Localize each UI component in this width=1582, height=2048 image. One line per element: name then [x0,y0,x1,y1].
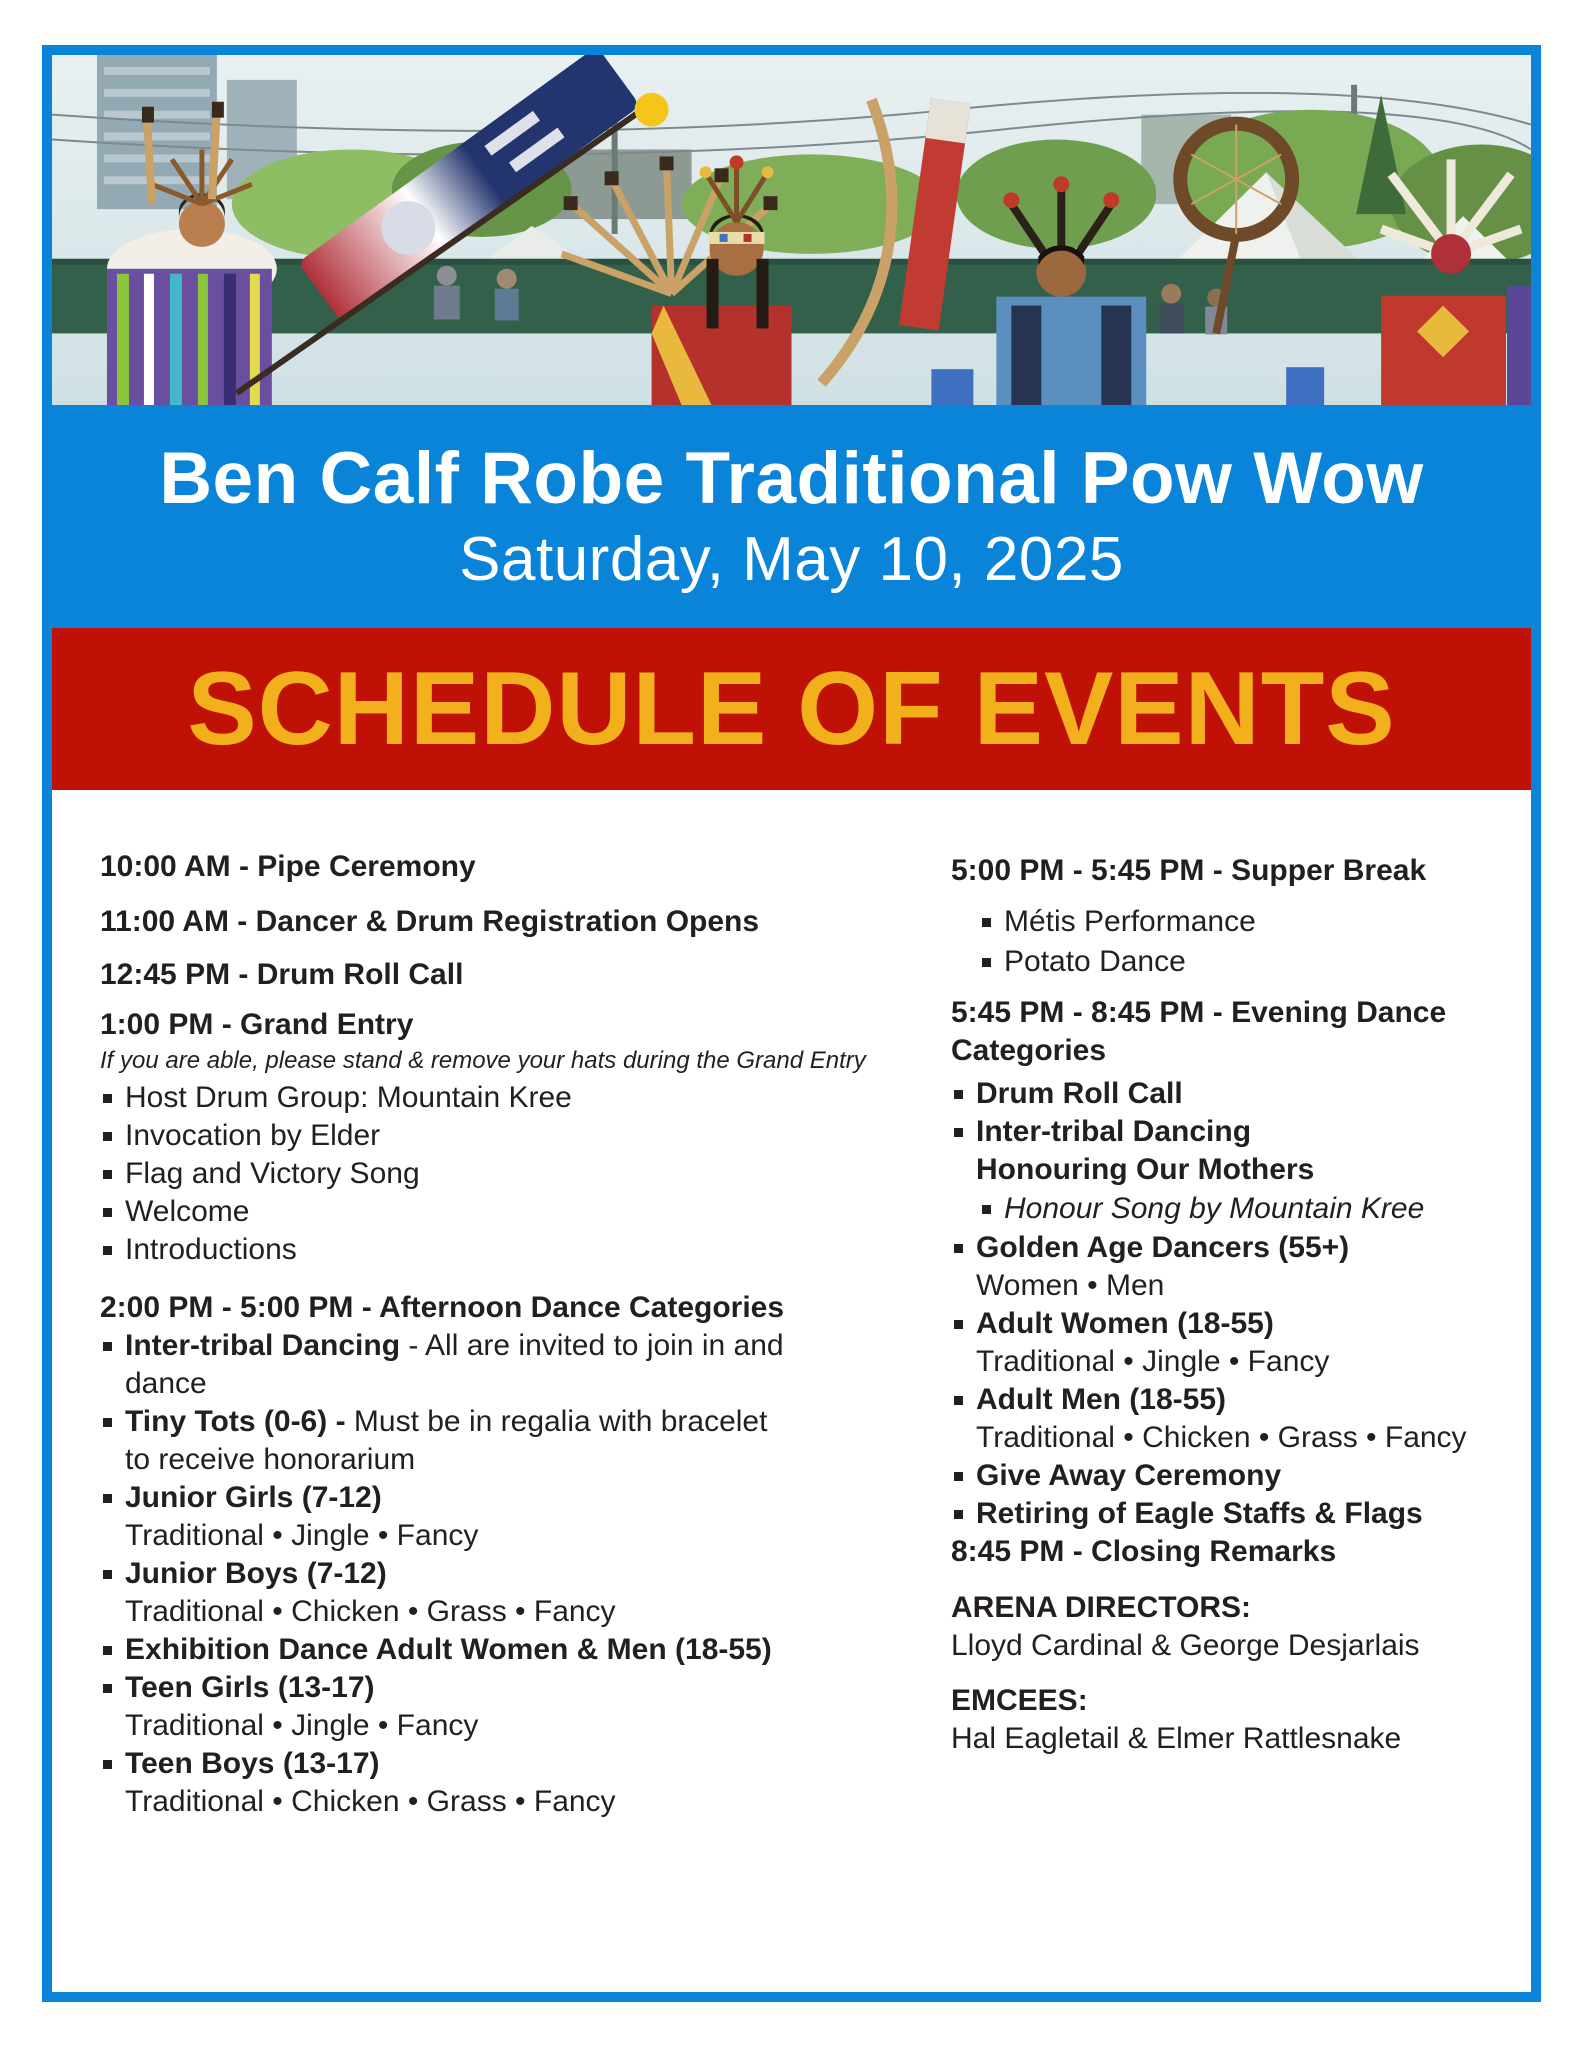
bullet-square-icon [103,1570,112,1579]
event-grand-entry: 1:00 PM - Grand Entry [100,1008,414,1041]
title-banner [52,405,1531,628]
poster-title: Ben Calf Robe Traditional Pow Wow [159,437,1424,519]
flag-pompom [635,93,669,127]
event-afternoon-dance: 2:00 PM - 5:00 PM - Afternoon Dance Categories [100,1291,785,1324]
list-item: Retiring of Eagle Staffs & Flags [951,1495,1517,1533]
poster-frame [42,45,1541,2002]
bullet-square-icon [103,1760,112,1769]
list-item: Exhibition Dance Adult Women & Men (18-55) [100,1631,800,1669]
arena-directors-heading: ARENA DIRECTORS: [951,1591,1252,1624]
schedule-banner-text: SCHEDULE OF EVENTS [187,650,1396,767]
bullet-square-icon [982,1205,991,1214]
pow-wow-photo [52,55,1531,405]
list-item: Adult Women (18-55) Traditional • Jingle • Fancy [951,1305,1517,1381]
pow-wow-photo-illustration [52,55,1531,405]
bullet-square-icon [103,1094,112,1103]
event-pipe-ceremony: 10:00 AM - Pipe Ceremony [100,850,476,883]
bullet-square-icon [982,918,991,927]
list-item: Give Away Ceremony [951,1457,1517,1495]
list-item: Introductions [100,1231,800,1269]
event-supper-break: 5:00 PM - 5:45 PM - Supper Break [951,854,1427,887]
grand-entry-note: If you are able, please stand & remove your hats during the Grand Entry [100,1047,866,1074]
list-item: Teen Boys (13-17) Traditional • Chicken • Grass • Fancy [100,1745,800,1821]
left-column [100,790,866,1821]
bullet-square-icon [954,1396,963,1405]
bullet-square-icon [954,1244,963,1253]
bullet-square-icon [954,1090,963,1099]
event-closing-remarks: 8:45 PM - Closing Remarks [951,1535,1337,1568]
list-item: Adult Men (18-55) Traditional • Chicken • Grass • Fancy [951,1381,1517,1457]
list-item: Potato Dance [951,942,1517,982]
list-item: Junior Boys (7-12) Traditional • Chicken • Grass • Fancy [100,1555,800,1631]
bullet-square-icon [954,1128,963,1137]
list-item: Inter-tribal Dancing - All are invited to join in and dance [100,1327,800,1403]
list-item: Welcome [100,1193,800,1231]
event-evening-dance: 5:45 PM - 8:45 PM - Evening Dance Categories [951,996,1447,1067]
list-item: Host Drum Group: Mountain Kree [100,1079,800,1117]
emcees-heading: EMCEES: [951,1684,1088,1717]
list-item: Golden Age Dancers (55+) Women • Men [951,1229,1517,1305]
bullet-square-icon [103,1494,112,1503]
bullet-square-icon [103,1132,112,1141]
bullet-square-icon [103,1342,112,1351]
bullet-square-icon [103,1170,112,1179]
schedule-content [52,790,1531,1992]
list-item: Drum Roll Call [951,1075,1517,1113]
list-item: Flag and Victory Song [100,1155,800,1193]
bullet-square-icon [954,1320,963,1329]
list-item: Teen Girls (13-17) Traditional • Jingle • Fancy [100,1669,800,1745]
list-item: Junior Girls (7-12) Traditional • Jingle • Fancy [100,1479,800,1555]
bullet-square-icon [982,958,991,967]
bullet-square-icon [954,1510,963,1519]
emcees-names: Hal Eagletail & Elmer Rattlesnake [951,1722,1402,1755]
arena-directors-names: Lloyd Cardinal & George Desjarlais [951,1629,1420,1662]
bullet-square-icon [103,1684,112,1693]
poster-date: Saturday, May 10, 2025 [459,524,1124,594]
bullet-square-icon [103,1246,112,1255]
list-item: Tiny Tots (0-6) - Must be in regalia with bracelet to receive honorarium [100,1403,800,1479]
schedule-banner [52,628,1531,790]
right-column [951,790,1517,1758]
list-item: Inter-tribal Dancing Honouring Our Mothers Honour Song by Mountain Kree [951,1113,1517,1229]
event-drum-roll-call: 12:45 PM - Drum Roll Call [100,958,464,991]
event-registration: 11:00 AM - Dancer & Drum Registration Opens [100,905,760,938]
list-item: Invocation by Elder [100,1117,800,1155]
bullet-square-icon [103,1646,112,1655]
list-item: Honour Song by Mountain Kree [951,1189,1517,1229]
bullet-square-icon [103,1208,112,1217]
bullet-square-icon [103,1418,112,1427]
list-item: Métis Performance [951,902,1517,942]
bullet-square-icon [954,1472,963,1481]
